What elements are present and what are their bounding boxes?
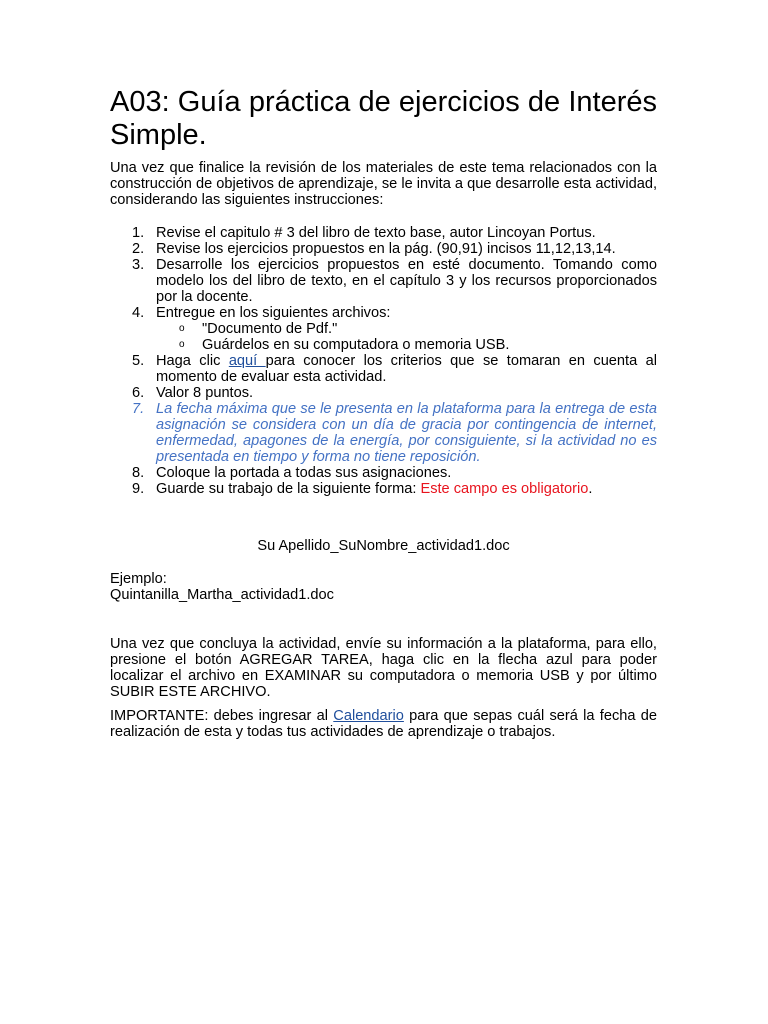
example-value: Quintanilla_Martha_actividad1.doc	[110, 587, 334, 603]
list-item-text: Valor 8 puntos.	[156, 385, 254, 401]
list-number: 5.	[132, 353, 145, 369]
list-item	[110, 241, 657, 257]
important-text-post: para que sepas cuál será la fecha de realización de esta y todas tus actividades de aprendizaje o trabajos.	[110, 708, 657, 740]
list-number: 9.	[132, 481, 145, 497]
important-paragraph	[110, 708, 657, 740]
criteria-link[interactable]: aquí	[228, 353, 266, 369]
list-item-text-post: para conocer los criterios que se tomaran en cuenta al momento de evaluar esta actividad.	[156, 353, 657, 385]
sub-list-item	[156, 321, 657, 337]
important-text-pre: IMPORTANTE: debes ingresar al	[110, 708, 334, 724]
circle-bullet-icon: o	[179, 339, 185, 350]
sub-list-item-text: Guárdelos en su computadora o memoria USB.	[202, 337, 510, 353]
list-item	[110, 225, 657, 241]
list-item	[110, 305, 657, 353]
intro-paragraph: Una vez que finalice la revisión de los materiales de este tema relacionados con la construcción de objetivos de aprendizaje, se le invita a que desarrolle esta actividad, considerando las siguientes instrucciones:	[110, 160, 657, 208]
list-number: 2.	[132, 241, 145, 257]
list-item	[110, 353, 657, 385]
instructions-list	[110, 225, 657, 497]
list-item-text: Desarrolle los ejercicios propuestos en esté documento. Tomando como modelo los del libro de texto, en el capítulo 3 y los recursos proporcionados por la docente.	[156, 257, 657, 305]
list-number: 4.	[132, 305, 145, 321]
circle-bullet-icon: o	[179, 323, 185, 334]
list-item-text: La fecha máxima que se le presenta en la plataforma para la entrega de esta asignación se considera con un día de gracia por contingencia de internet, enfermedad, apagones de la energía, por consiguiente, si la actividad no es presentada en tiempo y forma no tiene reposición.	[156, 401, 657, 465]
list-item-text: Revise los ejercicios propuestos en la pág. (90,91) incisos 11,12,13,14.	[156, 241, 616, 257]
list-item	[110, 257, 657, 305]
list-item-deadline-note	[110, 401, 657, 465]
sub-list-item-text: "Documento de Pdf."	[202, 321, 338, 337]
calendar-link[interactable]: Calendario	[333, 708, 404, 724]
list-number: 3.	[132, 257, 145, 273]
list-item-text-pre: Haga clic	[156, 353, 229, 369]
required-field-warning: Este campo es obligatorio	[420, 481, 589, 497]
filename-format: Su Apellido_SuNombre_actividad1.doc	[257, 538, 510, 554]
sub-list-item	[156, 337, 657, 353]
document-content	[110, 86, 657, 740]
list-item	[110, 465, 657, 481]
list-number: 6.	[132, 385, 145, 401]
list-item-text: Revise el capitulo # 3 del libro de texto base, autor Lincoyan Portus.	[156, 225, 596, 241]
list-number: 8.	[132, 465, 145, 481]
list-item-text: Entregue en los siguientes archivos:	[156, 305, 391, 321]
list-item	[110, 481, 657, 497]
list-item-text-pre: Guarde su trabajo de la siguiente forma:	[156, 481, 421, 497]
example-block	[110, 571, 657, 603]
list-item	[110, 385, 657, 401]
list-item-text-post: .	[588, 481, 593, 497]
sub-list	[156, 321, 657, 353]
list-item-text: Coloque la portada a todas sus asignaciones.	[156, 465, 452, 481]
closing-paragraph: Una vez que concluya la actividad, envíe su información a la plataforma, para ello, presione el botón AGREGAR TAREA, haga clic en la flecha azul para poder localizar el archivo en EXAMINAR su computadora o memoria USB y por último SUBIR ESTE ARCHIVO.	[110, 636, 657, 700]
list-number: 7.	[132, 401, 145, 417]
example-label: Ejemplo:	[110, 571, 167, 587]
page-title: A03: Guía práctica de ejercicios de Interés Simple.	[110, 86, 657, 151]
list-number: 1.	[132, 225, 145, 241]
